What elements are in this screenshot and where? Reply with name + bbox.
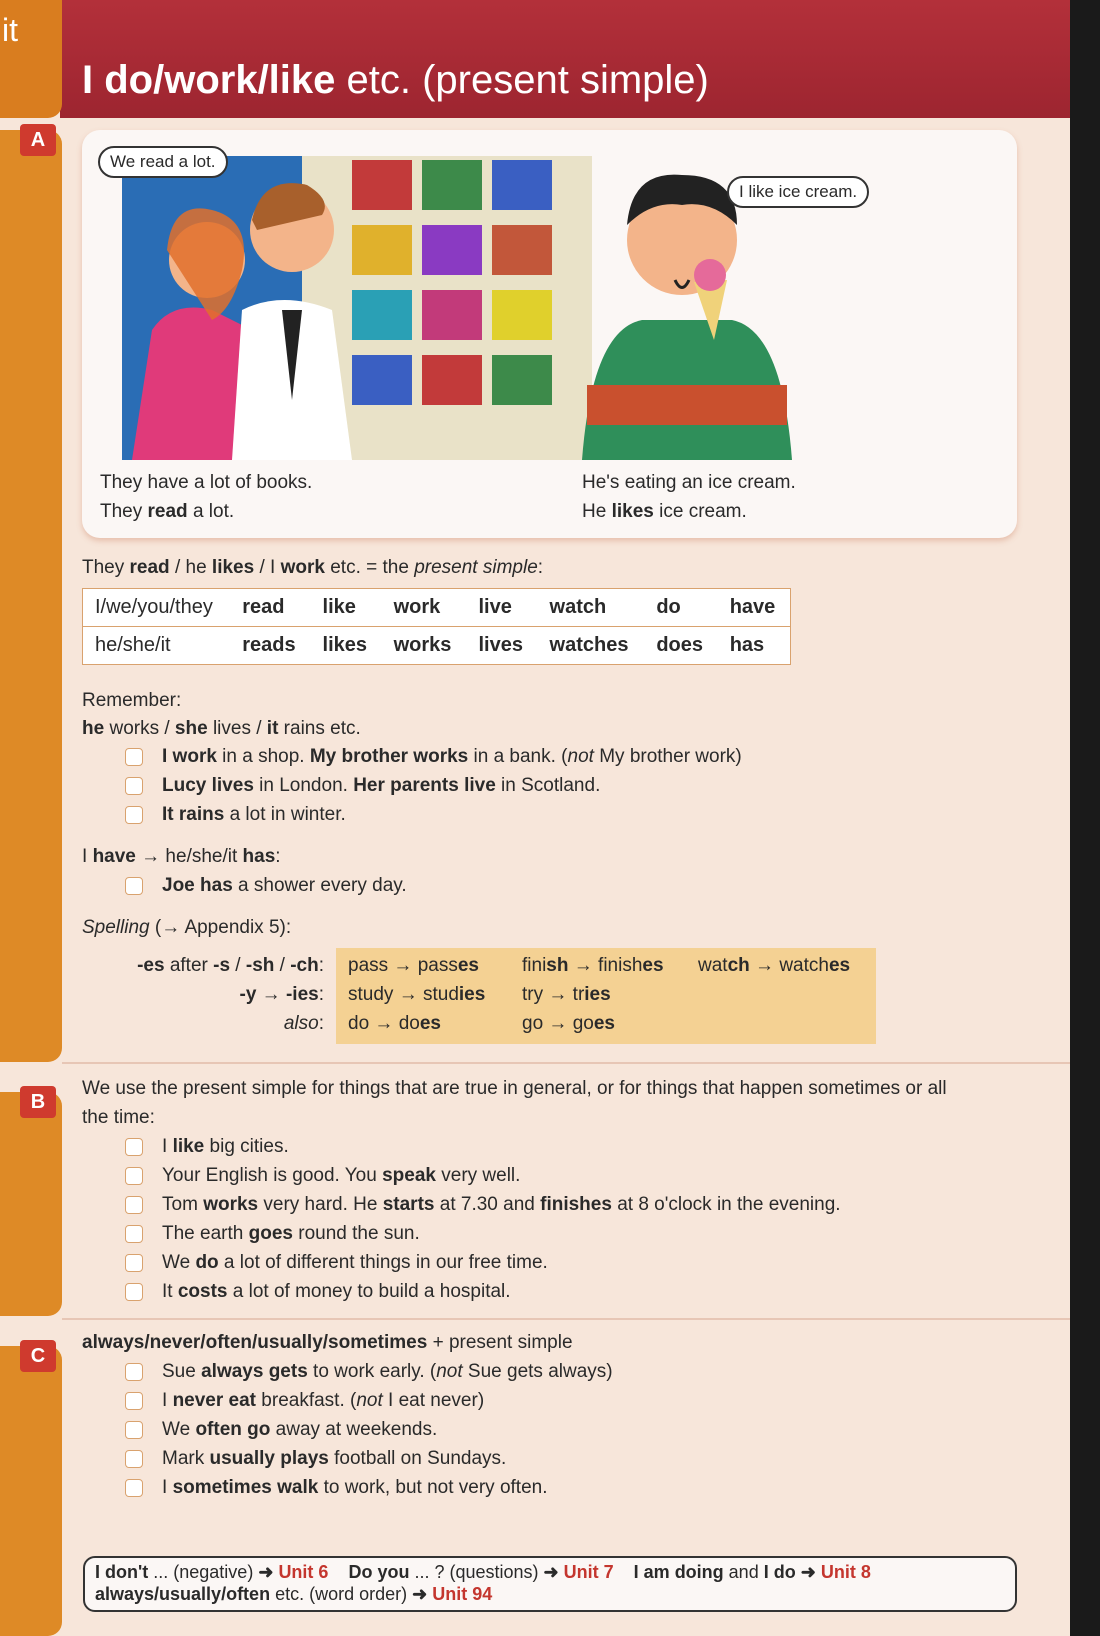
list-item: The earth goes round the sun. — [125, 1223, 420, 1245]
verb-cell: live — [478, 596, 512, 618]
unit-tab — [0, 0, 62, 118]
spelling-example: pass → passes — [348, 955, 479, 976]
right-caption-line-2: He likes ice cream. — [582, 501, 747, 522]
section-b-intro: We use the present simple for things that are true in general, or for things that happen sometimes or all — [82, 1078, 947, 1099]
section-divider — [62, 1318, 1070, 1320]
verb-cell: reads — [230, 627, 310, 665]
checkbox-icon — [125, 1392, 143, 1410]
intro-line: They read / he likes / I work etc. = the present simple: — [82, 557, 544, 578]
section-b-intro-cont: the time: — [82, 1107, 155, 1128]
list-item: It rains a lot in winter. — [125, 804, 346, 826]
verb-cell: watch — [549, 596, 607, 618]
section-a-badge: A — [20, 124, 56, 156]
right-caption-line-1: He's eating an ice cream. — [582, 472, 796, 493]
section-c-badge: C — [20, 1340, 56, 1372]
unit-label: it — [2, 12, 18, 48]
page-edge — [1070, 0, 1100, 1636]
spelling-example: try → tries — [522, 984, 611, 1005]
verb-cell: do — [656, 596, 681, 618]
list-item: I sometimes walk to work, but not very often. — [125, 1477, 547, 1499]
left-caption-line-1: They have a lot of books. — [100, 472, 313, 493]
cross-ref-line-1: I don't ... (negative) ➜ Unit 6 Do you ... ? (questions) ➜ Unit 7 I am doing and I do ➜ Unit 8 — [95, 1562, 871, 1582]
table-row — [83, 589, 791, 627]
spelling-example: do → does — [348, 1013, 441, 1034]
spelling-rule-also: also: — [283, 1013, 324, 1034]
section-b-badge: B — [20, 1086, 56, 1118]
title-bold: I do/work/like — [82, 58, 336, 102]
section-c-heading: always/never/often/usually/sometimes + present simple — [82, 1332, 573, 1353]
section-a-tab — [0, 130, 62, 1062]
verb-cell: works — [382, 627, 467, 665]
list-item: I like big cities. — [125, 1136, 289, 1158]
speech-bubble-left — [98, 146, 228, 178]
checkbox-icon — [125, 777, 143, 795]
arrow-icon: ➜ — [412, 1584, 428, 1604]
verb-cell: does — [644, 627, 717, 665]
arrow-icon: ➜ — [800, 1562, 816, 1582]
checkbox-icon — [125, 1138, 143, 1156]
link-unit-7[interactable]: Unit 7 — [563, 1562, 614, 1582]
cross-ref-line-2: always/usually/often etc. (word order) ➜ Unit 94 — [95, 1584, 493, 1604]
speech-bubble-right — [727, 176, 869, 208]
list-item: I work in a shop. My brother works in a bank. (not My brother work) — [125, 746, 742, 768]
checkbox-icon — [125, 877, 143, 895]
left-caption-line-2: They read a lot. — [100, 501, 235, 522]
verb-cell: like — [322, 596, 356, 618]
pronoun-cell: he/she/it — [83, 627, 231, 665]
list-item: Joe has a shower every day. — [125, 875, 407, 897]
verb-cell: work — [393, 596, 441, 618]
link-unit-8[interactable]: Unit 8 — [820, 1562, 871, 1582]
spelling-heading: Spelling (→ Appendix 5): — [82, 917, 292, 938]
remember-rule: he works / she lives / it rains etc. — [82, 718, 361, 739]
arrow-icon: ➜ — [258, 1562, 274, 1582]
list-item: Mark usually plays football on Sundays. — [125, 1448, 506, 1470]
link-unit-6[interactable]: Unit 6 — [278, 1562, 329, 1582]
spelling-example: study → studies — [348, 984, 486, 1005]
link-unit-94[interactable]: Unit 94 — [432, 1584, 493, 1604]
list-item: Your English is good. You speak very well. — [125, 1165, 520, 1187]
list-item: We do a lot of different things in our free time. — [125, 1252, 548, 1274]
bubble-left-text: We read a lot. — [110, 152, 216, 171]
spelling-example: finish → finishes — [522, 955, 664, 976]
section-b-tab — [0, 1092, 62, 1316]
checkbox-icon — [125, 1196, 143, 1214]
verb-cell: lives — [466, 627, 537, 665]
bubble-right-text: I like ice cream. — [739, 182, 858, 201]
left-caption — [100, 468, 312, 526]
checkbox-icon — [125, 748, 143, 766]
ice-cream-scoop — [694, 259, 726, 291]
section-c-tab — [0, 1346, 62, 1636]
illustration-panel — [82, 130, 1017, 538]
list-item: Tom works very hard. He starts at 7.30 and finishes at 8 o'clock in the evening. — [125, 1194, 841, 1216]
table-row — [83, 627, 791, 665]
remember-heading: Remember: — [82, 690, 182, 711]
arrow-icon: ➜ — [543, 1562, 559, 1582]
list-item: We often go away at weekends. — [125, 1419, 437, 1441]
checkbox-icon — [125, 1450, 143, 1468]
checkbox-icon — [125, 806, 143, 824]
list-item: Sue always gets to work early. (not Sue gets always) — [125, 1361, 613, 1383]
page-title — [82, 58, 709, 103]
list-item: Lucy lives in London. Her parents live in Scotland. — [125, 775, 600, 797]
checkbox-icon — [125, 1225, 143, 1243]
checkbox-icon — [125, 1363, 143, 1381]
checkbox-icon — [125, 1479, 143, 1497]
right-caption — [582, 468, 796, 526]
verb-cell: has — [718, 627, 791, 665]
spelling-example: go → goes — [522, 1013, 615, 1034]
spelling-rule-es: -es after -s / -sh / -ch: — [137, 955, 324, 976]
verb-cell: watches — [538, 627, 645, 665]
verb-table — [82, 588, 791, 665]
list-item: I never eat breakfast. (not I eat never) — [125, 1390, 484, 1412]
verb-cell: read — [242, 596, 285, 618]
checkbox-icon — [125, 1167, 143, 1185]
checkbox-icon — [125, 1421, 143, 1439]
shirt-stripe — [587, 385, 787, 425]
verb-cell: likes — [311, 627, 382, 665]
section-divider — [62, 1062, 1070, 1064]
spelling-rule-ies: -y → -ies: — [239, 984, 324, 1005]
pronoun-cell: I/we/you/they — [95, 596, 213, 618]
cross-reference-box — [83, 1556, 1017, 1612]
checkbox-icon — [125, 1254, 143, 1272]
title-rest: etc. (present simple) — [335, 58, 709, 102]
checkbox-icon — [125, 1283, 143, 1301]
list-item: It costs a lot of money to build a hospital. — [125, 1281, 511, 1303]
verb-cell: have — [729, 596, 776, 618]
have-rule: I have → he/she/it has: — [82, 846, 281, 867]
spelling-example: watch → watches — [698, 955, 851, 976]
